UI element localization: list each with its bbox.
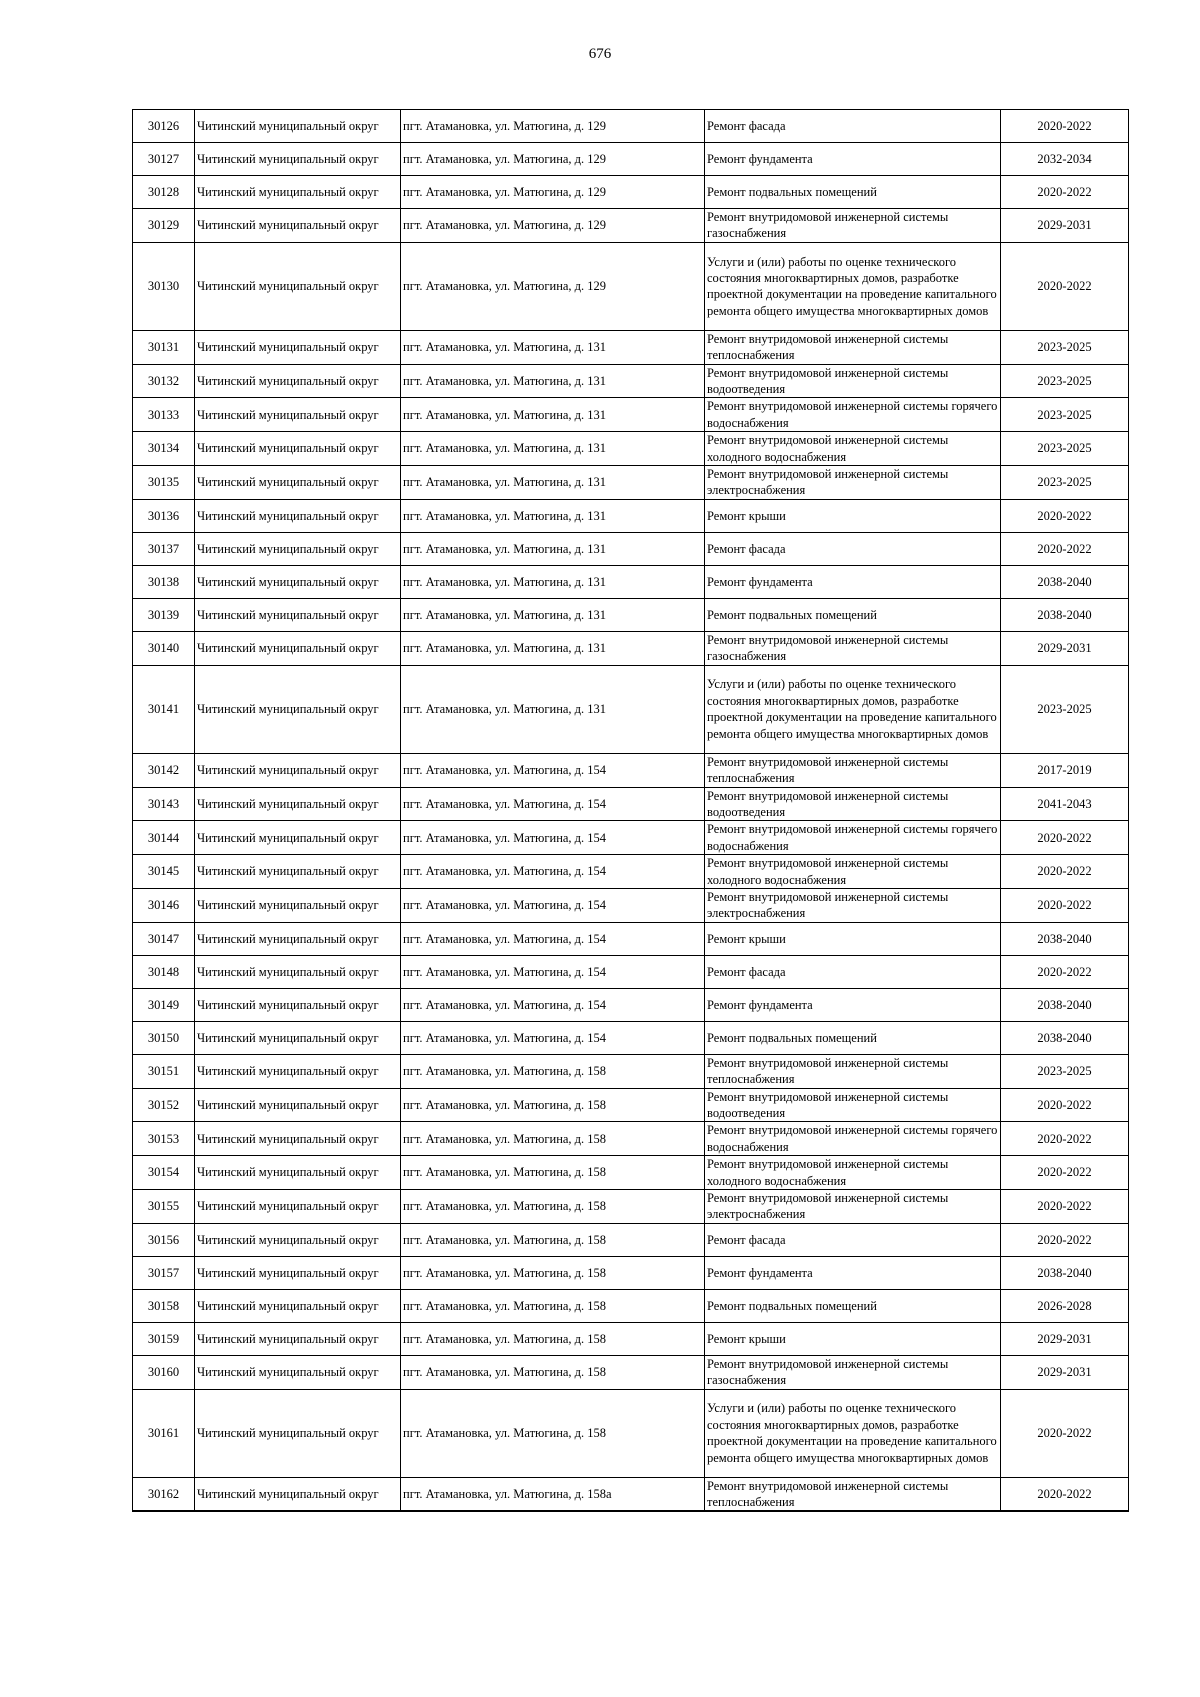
table-row — [133, 1122, 1129, 1156]
table-row — [133, 565, 1129, 598]
record-number: 30159 — [133, 1322, 195, 1355]
record-number: 30139 — [133, 598, 195, 631]
table-row — [133, 922, 1129, 955]
period-cell: 2023-2025 — [1001, 1054, 1129, 1088]
work-type-cell: Ремонт крыши — [705, 922, 1001, 955]
address-cell: пгт. Атамановка, ул. Матюгина, д. 154 — [401, 888, 705, 922]
work-type-cell: Ремонт внутридомовой инженерной системы электроснабжения — [705, 1190, 1001, 1224]
record-number: 30147 — [133, 922, 195, 955]
table-row — [133, 821, 1129, 855]
municipality-cell: Читинский муниципальный округ — [195, 631, 401, 665]
record-number: 30136 — [133, 499, 195, 532]
record-number: 30161 — [133, 1389, 195, 1477]
work-type-cell: Ремонт внутридомовой инженерной системы водоотведения — [705, 364, 1001, 398]
record-number: 30150 — [133, 1021, 195, 1054]
work-type-cell: Ремонт внутридомовой инженерной системы водоотведения — [705, 1088, 1001, 1122]
period-cell: 2020-2022 — [1001, 110, 1129, 143]
municipality-cell: Читинский муниципальный округ — [195, 1054, 401, 1088]
work-type-cell: Ремонт подвальных помещений — [705, 176, 1001, 209]
period-cell: 2023-2025 — [1001, 466, 1129, 500]
period-cell: 2029-2031 — [1001, 631, 1129, 665]
period-cell: 2020-2022 — [1001, 1122, 1129, 1156]
table-row — [133, 143, 1129, 176]
work-type-cell: Ремонт фундамента — [705, 988, 1001, 1021]
municipality-cell: Читинский муниципальный округ — [195, 1289, 401, 1322]
table-row — [133, 855, 1129, 889]
address-cell: пгт. Атамановка, ул. Матюгина, д. 131 — [401, 330, 705, 364]
table-row — [133, 631, 1129, 665]
record-number: 30152 — [133, 1088, 195, 1122]
work-type-cell: Ремонт внутридомовой инженерной системы холодного водоснабжения — [705, 432, 1001, 466]
work-type-cell: Ремонт внутридомовой инженерной системы электроснабжения — [705, 888, 1001, 922]
table-row — [133, 1389, 1129, 1477]
period-cell: 2029-2031 — [1001, 209, 1129, 243]
municipality-cell: Читинский муниципальный округ — [195, 855, 401, 889]
municipality-cell: Читинский муниципальный округ — [195, 432, 401, 466]
municipality-cell: Читинский муниципальный округ — [195, 1223, 401, 1256]
address-cell: пгт. Атамановка, ул. Матюгина, д. 131 — [401, 432, 705, 466]
table-row — [133, 888, 1129, 922]
address-cell: пгт. Атамановка, ул. Матюгина, д. 158 — [401, 1223, 705, 1256]
period-cell: 2020-2022 — [1001, 888, 1129, 922]
municipality-cell: Читинский муниципальный округ — [195, 330, 401, 364]
address-cell: пгт. Атамановка, ул. Матюгина, д. 158 — [401, 1256, 705, 1289]
period-cell: 2038-2040 — [1001, 1021, 1129, 1054]
municipality-cell: Читинский муниципальный округ — [195, 1389, 401, 1477]
address-cell: пгт. Атамановка, ул. Матюгина, д. 154 — [401, 922, 705, 955]
table-row — [133, 466, 1129, 500]
record-number: 30138 — [133, 565, 195, 598]
work-type-cell: Услуги и (или) работы по оценке технического состояния многоквартирных домов, разработке проектной документации на проведение капитального ремонта общего имущества многоквартирных домов — [705, 242, 1001, 330]
period-cell: 2020-2022 — [1001, 1223, 1129, 1256]
record-number: 30144 — [133, 821, 195, 855]
table-row — [133, 209, 1129, 243]
period-cell: 2038-2040 — [1001, 1256, 1129, 1289]
address-cell: пгт. Атамановка, ул. Матюгина, д. 154 — [401, 787, 705, 821]
work-type-cell: Ремонт подвальных помещений — [705, 1289, 1001, 1322]
table-row — [133, 665, 1129, 753]
municipality-cell: Читинский муниципальный округ — [195, 922, 401, 955]
period-cell: 2023-2025 — [1001, 665, 1129, 753]
work-type-cell: Ремонт внутридомовой инженерной системы горячего водоснабжения — [705, 1122, 1001, 1156]
table-row — [133, 753, 1129, 787]
municipality-cell: Читинский муниципальный округ — [195, 242, 401, 330]
period-cell: 2023-2025 — [1001, 330, 1129, 364]
record-number: 30151 — [133, 1054, 195, 1088]
period-cell: 2026-2028 — [1001, 1289, 1129, 1322]
address-cell: пгт. Атамановка, ул. Матюгина, д. 129 — [401, 242, 705, 330]
address-cell: пгт. Атамановка, ул. Матюгина, д. 158 — [401, 1190, 705, 1224]
work-type-cell: Ремонт внутридомовой инженерной системы горячего водоснабжения — [705, 398, 1001, 432]
municipality-cell: Читинский муниципальный округ — [195, 1156, 401, 1190]
period-cell: 2023-2025 — [1001, 398, 1129, 432]
record-number: 30155 — [133, 1190, 195, 1224]
period-cell: 2023-2025 — [1001, 432, 1129, 466]
municipality-cell: Читинский муниципальный округ — [195, 209, 401, 243]
work-type-cell: Ремонт фундамента — [705, 143, 1001, 176]
table-row — [133, 1223, 1129, 1256]
address-cell: пгт. Атамановка, ул. Матюгина, д. 158 — [401, 1355, 705, 1389]
work-type-cell: Ремонт фундамента — [705, 565, 1001, 598]
record-number: 30146 — [133, 888, 195, 922]
record-number: 30154 — [133, 1156, 195, 1190]
period-cell: 2020-2022 — [1001, 1389, 1129, 1477]
table-row — [133, 955, 1129, 988]
record-number: 30135 — [133, 466, 195, 500]
work-type-cell: Ремонт внутридомовой инженерной системы газоснабжения — [705, 1355, 1001, 1389]
period-cell: 2029-2031 — [1001, 1322, 1129, 1355]
table-row — [133, 1289, 1129, 1322]
period-cell: 2020-2022 — [1001, 499, 1129, 532]
table-row — [133, 1054, 1129, 1088]
record-number: 30156 — [133, 1223, 195, 1256]
work-type-cell: Ремонт подвальных помещений — [705, 1021, 1001, 1054]
address-cell: пгт. Атамановка, ул. Матюгина, д. 158 — [401, 1122, 705, 1156]
period-cell: 2038-2040 — [1001, 922, 1129, 955]
municipality-cell: Читинский муниципальный округ — [195, 1477, 401, 1511]
municipality-cell: Читинский муниципальный округ — [195, 1088, 401, 1122]
municipality-cell: Читинский муниципальный округ — [195, 1122, 401, 1156]
work-type-cell: Ремонт фасада — [705, 955, 1001, 988]
work-type-cell: Ремонт фасада — [705, 110, 1001, 143]
work-type-cell: Ремонт внутридомовой инженерной системы холодного водоснабжения — [705, 855, 1001, 889]
table-row — [133, 1088, 1129, 1122]
municipality-cell: Читинский муниципальный округ — [195, 955, 401, 988]
municipality-cell: Читинский муниципальный округ — [195, 1256, 401, 1289]
table-row — [133, 242, 1129, 330]
municipality-cell: Читинский муниципальный округ — [195, 1190, 401, 1224]
municipality-cell: Читинский муниципальный округ — [195, 565, 401, 598]
municipality-cell: Читинский муниципальный округ — [195, 1322, 401, 1355]
table-row — [133, 110, 1129, 143]
record-number: 30129 — [133, 209, 195, 243]
period-cell: 2020-2022 — [1001, 176, 1129, 209]
municipality-cell: Читинский муниципальный округ — [195, 532, 401, 565]
record-number: 30133 — [133, 398, 195, 432]
work-type-cell: Ремонт внутридомовой инженерной системы теплоснабжения — [705, 1477, 1001, 1511]
table-row — [133, 787, 1129, 821]
work-type-cell: Услуги и (или) работы по оценке технического состояния многоквартирных домов, разработке проектной документации на проведение капитального ремонта общего имущества многоквартирных домов — [705, 665, 1001, 753]
municipality-cell: Читинский муниципальный округ — [195, 821, 401, 855]
record-number: 30128 — [133, 176, 195, 209]
record-number: 30140 — [133, 631, 195, 665]
work-type-cell: Ремонт внутридомовой инженерной системы водоотведения — [705, 787, 1001, 821]
work-type-cell: Ремонт фасада — [705, 1223, 1001, 1256]
address-cell: пгт. Атамановка, ул. Матюгина, д. 131 — [401, 466, 705, 500]
work-type-cell: Ремонт внутридомовой инженерной системы газоснабжения — [705, 209, 1001, 243]
period-cell: 2029-2031 — [1001, 1355, 1129, 1389]
table-row — [133, 532, 1129, 565]
address-cell: пгт. Атамановка, ул. Матюгина, д. 158 — [401, 1156, 705, 1190]
work-type-cell: Ремонт крыши — [705, 499, 1001, 532]
work-type-cell: Ремонт внутридомовой инженерной системы теплоснабжения — [705, 330, 1001, 364]
address-cell: пгт. Атамановка, ул. Матюгина, д. 158 — [401, 1289, 705, 1322]
period-cell: 2020-2022 — [1001, 532, 1129, 565]
work-type-cell: Ремонт крыши — [705, 1322, 1001, 1355]
period-cell: 2020-2022 — [1001, 1088, 1129, 1122]
table-row — [133, 1256, 1129, 1289]
record-number: 30131 — [133, 330, 195, 364]
municipality-cell: Читинский муниципальный округ — [195, 888, 401, 922]
work-type-cell: Ремонт фундамента — [705, 1256, 1001, 1289]
address-cell: пгт. Атамановка, ул. Матюгина, д. 131 — [401, 565, 705, 598]
work-type-cell: Ремонт фасада — [705, 532, 1001, 565]
page-number: 676 — [588, 46, 612, 62]
period-cell: 2020-2022 — [1001, 955, 1129, 988]
record-number: 30157 — [133, 1256, 195, 1289]
table-row — [133, 1190, 1129, 1224]
table-row — [133, 330, 1129, 364]
work-type-cell: Ремонт подвальных помещений — [705, 598, 1001, 631]
record-number: 30142 — [133, 753, 195, 787]
record-number: 30130 — [133, 242, 195, 330]
table-row — [133, 598, 1129, 631]
municipality-cell: Читинский муниципальный округ — [195, 499, 401, 532]
work-type-cell: Ремонт внутридомовой инженерной системы горячего водоснабжения — [705, 821, 1001, 855]
period-cell: 2032-2034 — [1001, 143, 1129, 176]
period-cell: 2020-2022 — [1001, 1156, 1129, 1190]
record-number: 30126 — [133, 110, 195, 143]
address-cell: пгт. Атамановка, ул. Матюгина, д. 131 — [401, 598, 705, 631]
table-body — [133, 110, 1129, 1512]
address-cell: пгт. Атамановка, ул. Матюгина, д. 129 — [401, 143, 705, 176]
record-number: 30158 — [133, 1289, 195, 1322]
period-cell: 2020-2022 — [1001, 242, 1129, 330]
work-type-cell: Услуги и (или) работы по оценке технического состояния многоквартирных домов, разработке проектной документации на проведение капитального ремонта общего имущества многоквартирных домов — [705, 1389, 1001, 1477]
record-number: 30145 — [133, 855, 195, 889]
table-row — [133, 364, 1129, 398]
address-cell: пгт. Атамановка, ул. Матюгина, д. 158 — [401, 1389, 705, 1477]
address-cell: пгт. Атамановка, ул. Матюгина, д. 131 — [401, 631, 705, 665]
record-number: 30149 — [133, 988, 195, 1021]
period-cell: 2038-2040 — [1001, 565, 1129, 598]
work-type-cell: Ремонт внутридомовой инженерной системы холодного водоснабжения — [705, 1156, 1001, 1190]
municipality-cell: Читинский муниципальный округ — [195, 143, 401, 176]
record-number: 30132 — [133, 364, 195, 398]
table-row — [133, 1156, 1129, 1190]
municipality-cell: Читинский муниципальный округ — [195, 398, 401, 432]
work-type-cell: Ремонт внутридомовой инженерной системы электроснабжения — [705, 466, 1001, 500]
municipality-cell: Читинский муниципальный округ — [195, 110, 401, 143]
municipality-cell: Читинский муниципальный округ — [195, 364, 401, 398]
period-cell: 2023-2025 — [1001, 364, 1129, 398]
record-number: 30137 — [133, 532, 195, 565]
table-row — [133, 1021, 1129, 1054]
municipality-cell: Читинский муниципальный округ — [195, 176, 401, 209]
period-cell: 2038-2040 — [1001, 598, 1129, 631]
table-row — [133, 1355, 1129, 1389]
address-cell: пгт. Атамановка, ул. Матюгина, д. 129 — [401, 176, 705, 209]
address-cell: пгт. Атамановка, ул. Матюгина, д. 154 — [401, 855, 705, 889]
work-type-cell: Ремонт внутридомовой инженерной системы теплоснабжения — [705, 753, 1001, 787]
address-cell: пгт. Атамановка, ул. Матюгина, д. 131 — [401, 499, 705, 532]
record-number: 30134 — [133, 432, 195, 466]
address-cell: пгт. Атамановка, ул. Матюгина, д. 154 — [401, 1021, 705, 1054]
record-number: 30153 — [133, 1122, 195, 1156]
address-cell: пгт. Атамановка, ул. Матюгина, д. 129 — [401, 110, 705, 143]
record-number: 30141 — [133, 665, 195, 753]
record-number: 30162 — [133, 1477, 195, 1511]
address-cell: пгт. Атамановка, ул. Матюгина, д. 131 — [401, 398, 705, 432]
record-number: 30127 — [133, 143, 195, 176]
period-cell: 2020-2022 — [1001, 855, 1129, 889]
table-row — [133, 1477, 1129, 1511]
work-type-cell: Ремонт внутридомовой инженерной системы теплоснабжения — [705, 1054, 1001, 1088]
municipality-cell: Читинский муниципальный округ — [195, 787, 401, 821]
table-row — [133, 499, 1129, 532]
address-cell: пгт. Атамановка, ул. Матюгина, д. 129 — [401, 209, 705, 243]
address-cell: пгт. Атамановка, ул. Матюгина, д. 131 — [401, 532, 705, 565]
municipality-cell: Читинский муниципальный округ — [195, 1355, 401, 1389]
address-cell: пгт. Атамановка, ул. Матюгина, д. 158 — [401, 1054, 705, 1088]
address-cell: пгт. Атамановка, ул. Матюгина, д. 154 — [401, 955, 705, 988]
work-type-cell: Ремонт внутридомовой инженерной системы газоснабжения — [705, 631, 1001, 665]
address-cell: пгт. Атамановка, ул. Матюгина, д. 158 — [401, 1322, 705, 1355]
municipality-cell: Читинский муниципальный округ — [195, 753, 401, 787]
address-cell: пгт. Атамановка, ул. Матюгина, д. 158 — [401, 1088, 705, 1122]
repair-schedule-table — [132, 109, 1129, 1512]
municipality-cell: Читинский муниципальный округ — [195, 1021, 401, 1054]
table-row — [133, 988, 1129, 1021]
table-row — [133, 398, 1129, 432]
period-cell: 2038-2040 — [1001, 988, 1129, 1021]
record-number: 30160 — [133, 1355, 195, 1389]
municipality-cell: Читинский муниципальный округ — [195, 988, 401, 1021]
municipality-cell: Читинский муниципальный округ — [195, 598, 401, 631]
table-row — [133, 176, 1129, 209]
address-cell: пгт. Атамановка, ул. Матюгина, д. 154 — [401, 821, 705, 855]
table-row — [133, 1322, 1129, 1355]
municipality-cell: Читинский муниципальный округ — [195, 665, 401, 753]
address-cell: пгт. Атамановка, ул. Матюгина, д. 154 — [401, 988, 705, 1021]
record-number: 30148 — [133, 955, 195, 988]
record-number: 30143 — [133, 787, 195, 821]
period-cell: 2020-2022 — [1001, 821, 1129, 855]
period-cell: 2017-2019 — [1001, 753, 1129, 787]
municipality-cell: Читинский муниципальный округ — [195, 466, 401, 500]
address-cell: пгт. Атамановка, ул. Матюгина, д. 131 — [401, 665, 705, 753]
period-cell: 2020-2022 — [1001, 1190, 1129, 1224]
period-cell: 2041-2043 — [1001, 787, 1129, 821]
period-cell: 2020-2022 — [1001, 1477, 1129, 1511]
address-cell: пгт. Атамановка, ул. Матюгина, д. 154 — [401, 753, 705, 787]
table-row — [133, 432, 1129, 466]
address-cell: пгт. Атамановка, ул. Матюгина, д. 158а — [401, 1477, 705, 1511]
address-cell: пгт. Атамановка, ул. Матюгина, д. 131 — [401, 364, 705, 398]
